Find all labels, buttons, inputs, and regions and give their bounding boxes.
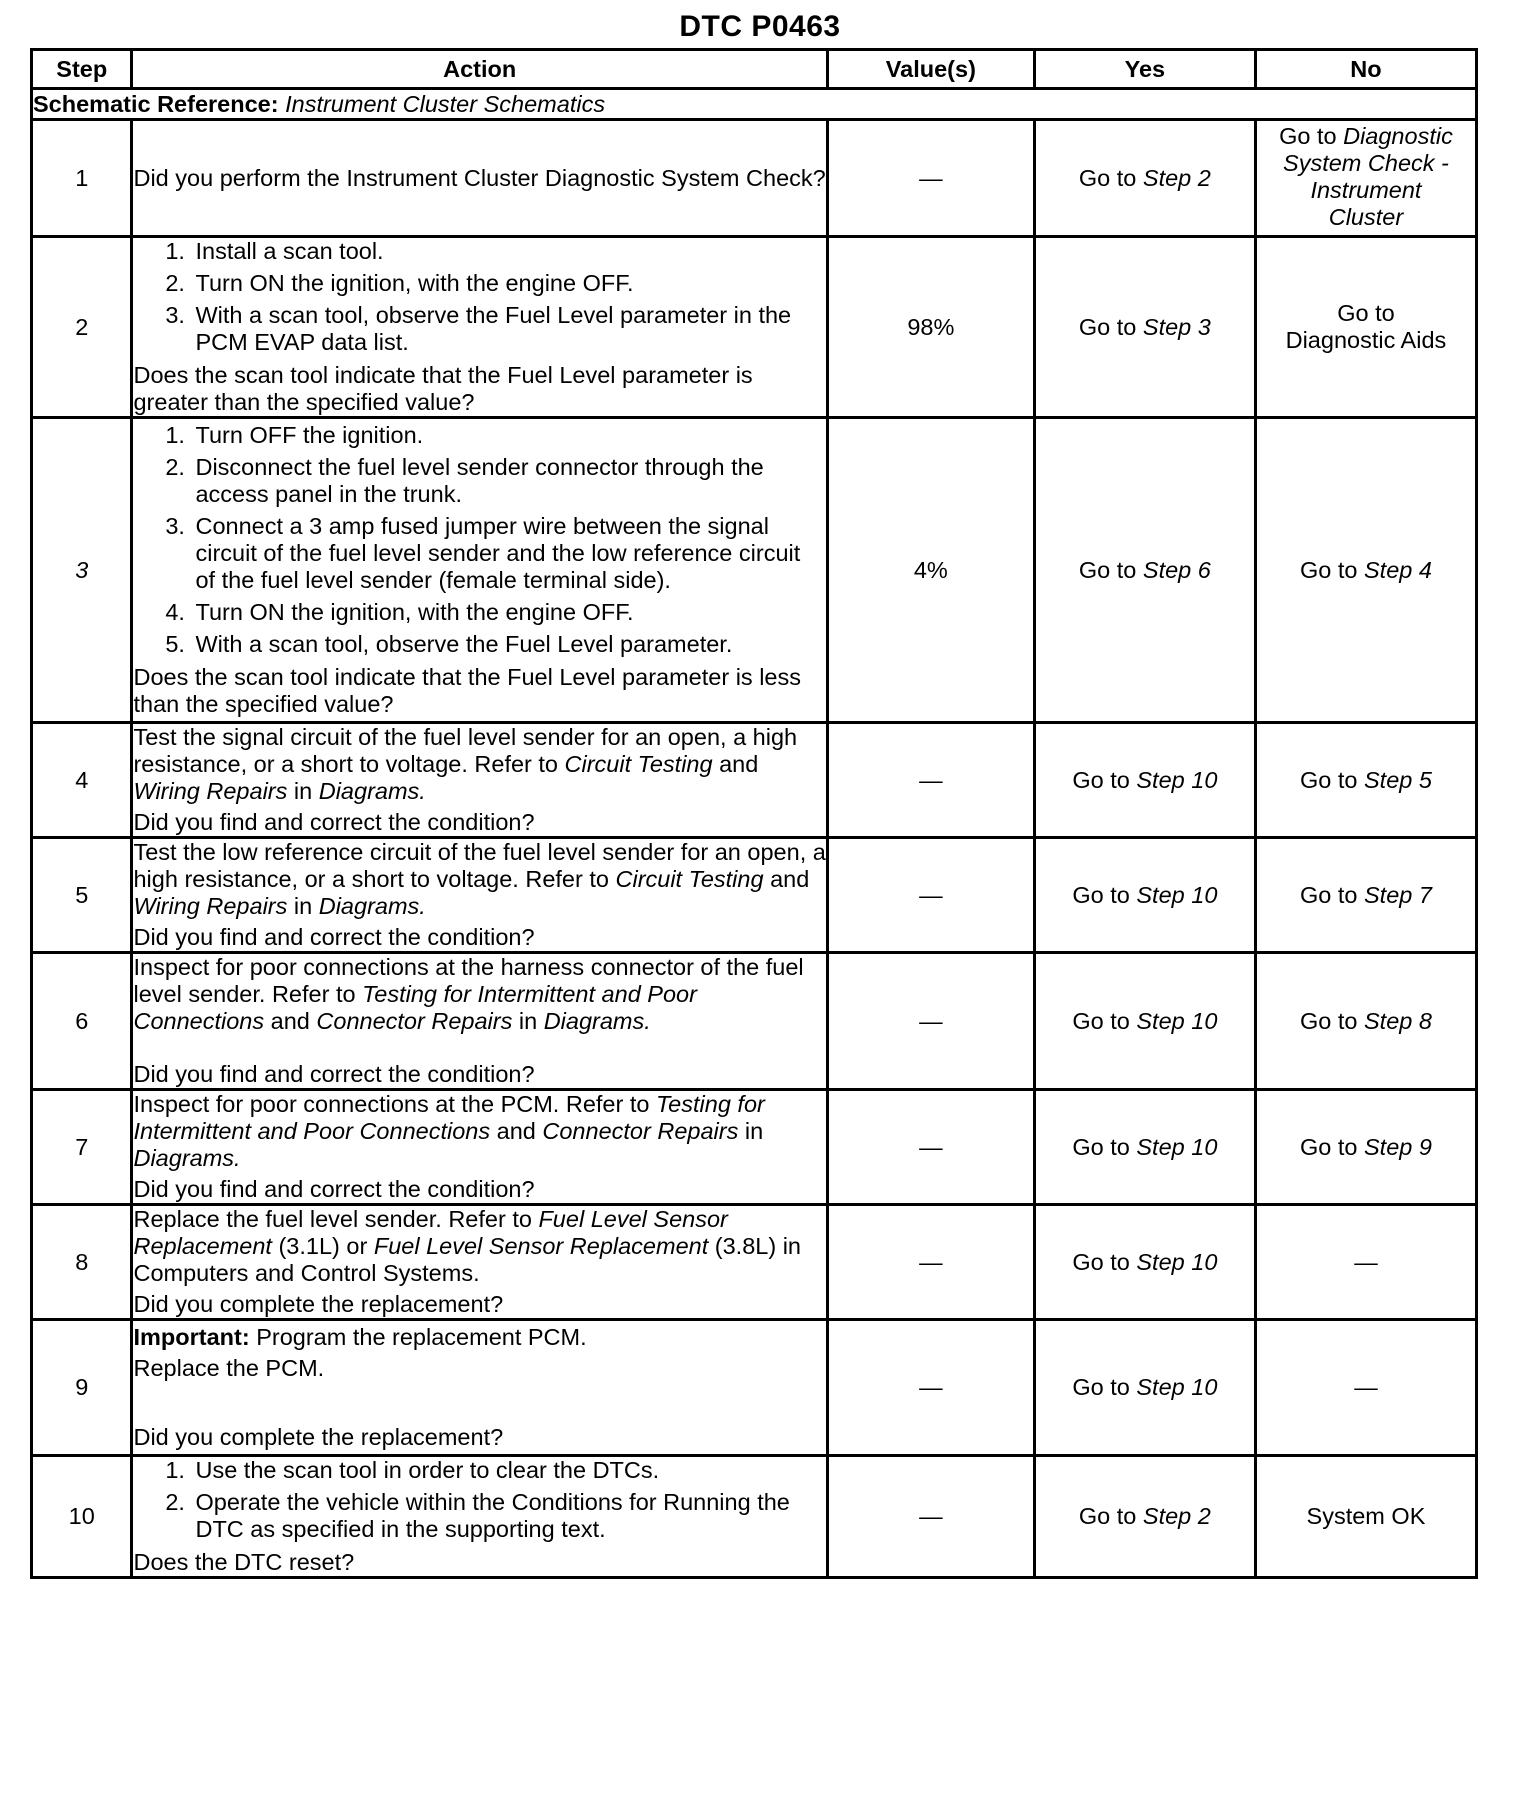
step-link[interactable]: Step 7	[1363, 881, 1432, 908]
diagnostic-link-line[interactable]: Diagnostic	[1343, 123, 1453, 149]
step-link[interactable]: Step 10	[1136, 881, 1218, 908]
reference-link[interactable]: Fuel Level Sensor Replacement	[133, 1206, 728, 1259]
reference-link[interactable]: Fuel Level Sensor Replacement	[373, 1233, 709, 1259]
reference-link[interactable]: Diagrams.	[318, 893, 426, 919]
list-item: 2. Turn ON the ignition, with the engine OFF.	[191, 270, 825, 297]
header-step: Step	[32, 50, 132, 89]
action-question: Did you find and correct the condition?	[133, 809, 535, 835]
action-question: Did you find and correct the condition?	[133, 1061, 535, 1087]
step-number: 4	[32, 723, 132, 838]
action-cell	[132, 418, 827, 723]
reference-link[interactable]: Circuit Testing	[564, 751, 713, 777]
reference-link[interactable]: Diagrams.	[543, 1008, 651, 1034]
header-yes: Yes	[1034, 50, 1255, 89]
go-to-label: Go to	[1299, 766, 1358, 793]
action-cell	[132, 237, 827, 418]
action-question: Does the scan tool indicate that the Fuel Level parameter is less than the specified value?	[133, 664, 801, 717]
table-row	[32, 120, 1477, 237]
value-cell: —	[827, 120, 1034, 237]
list-item: 3. Connect a 3 amp fused jumper wire between the signal circuit of the fuel level sender and the low reference circuit of the fuel level sender (female terminal side).	[191, 513, 825, 594]
action-cell	[132, 1320, 827, 1456]
go-to-label: Go to	[1072, 766, 1130, 793]
table-row	[32, 1456, 1477, 1578]
go-to-label: Go to	[1078, 164, 1137, 191]
action-list	[133, 422, 825, 658]
step-link[interactable]: Step 10	[1136, 1007, 1218, 1034]
go-to-label: Go to	[1299, 881, 1358, 908]
yes-cell[interactable]	[1034, 1090, 1255, 1205]
reference-link[interactable]: Diagrams.	[133, 1145, 241, 1171]
go-to-label: Go to	[1072, 1007, 1130, 1034]
table-row	[32, 1090, 1477, 1205]
yes-cell[interactable]	[1034, 1320, 1255, 1456]
no-cell: System OK	[1255, 1456, 1476, 1578]
action-text: Replace the PCM.	[133, 1355, 325, 1381]
action-question: Does the DTC reset?	[133, 1549, 355, 1575]
reference-link[interactable]: Testing for Intermittent and Poor Connections	[133, 1091, 765, 1144]
value-cell: —	[827, 1090, 1034, 1205]
step-number: 6	[32, 953, 132, 1090]
action-text-part: Test the signal circuit of the fuel level sender for an open, a high resistance, or a short to voltage. Refer to	[133, 724, 798, 777]
go-to-label: Go to	[1299, 556, 1358, 583]
action-cell	[132, 120, 827, 237]
reference-link[interactable]: Testing for Intermittent and Poor Connections	[133, 981, 697, 1034]
list-item: 1. Use the scan tool in order to clear the DTCs.	[191, 1457, 825, 1484]
value-cell: —	[827, 723, 1034, 838]
step-number: 3	[32, 418, 132, 723]
step-link[interactable]: Step 4	[1363, 556, 1432, 583]
yes-cell[interactable]	[1034, 723, 1255, 838]
step-link[interactable]: Step 6	[1142, 556, 1211, 583]
list-item: 1. Turn OFF the ignition.	[191, 422, 825, 449]
action-question: Did you complete the replacement?	[133, 1424, 504, 1450]
no-cell[interactable]	[1255, 953, 1476, 1090]
action-text	[133, 1091, 825, 1172]
value-cell: —	[827, 838, 1034, 953]
diagnostic-link-line[interactable]: System Check -	[1283, 150, 1449, 176]
no-cell[interactable]	[1255, 1090, 1476, 1205]
go-to-label: Go to	[1072, 881, 1130, 908]
step-link[interactable]: Step 2	[1142, 1503, 1211, 1529]
reference-link[interactable]: Circuit Testing	[615, 866, 764, 892]
value-cell: 4%	[827, 418, 1034, 723]
yes-cell[interactable]	[1034, 418, 1255, 723]
step-link[interactable]: Step 10	[1136, 1248, 1218, 1275]
no-cell[interactable]	[1255, 418, 1476, 723]
action-cell	[132, 723, 827, 838]
step-number: 1	[32, 120, 132, 237]
table-row	[32, 237, 1477, 418]
action-cell	[132, 953, 827, 1090]
action-list	[133, 1457, 825, 1543]
step-number: 7	[32, 1090, 132, 1205]
action-cell	[132, 838, 827, 953]
important-note	[133, 1324, 825, 1351]
go-to-label: Go to	[1072, 1133, 1130, 1160]
action-text-part: (3.1L) or	[278, 1233, 368, 1259]
action-list	[133, 238, 825, 356]
action-text	[133, 839, 825, 920]
action-text-part: in	[293, 778, 313, 804]
important-label: Important:	[133, 1324, 250, 1350]
step-link[interactable]: Step 10	[1136, 766, 1218, 793]
action-question: Did you find and correct the condition?	[133, 924, 535, 950]
step-link[interactable]: Step 2	[1142, 164, 1211, 191]
yes-cell[interactable]	[1034, 120, 1255, 237]
go-to-label: Go to	[1299, 1007, 1358, 1034]
action-text-part: in	[293, 893, 313, 919]
reference-link[interactable]: Wiring Repairs	[133, 893, 288, 919]
go-to-label: Go to	[1072, 1248, 1130, 1275]
step-number: 5	[32, 838, 132, 953]
go-to-label: Go to	[1078, 556, 1137, 583]
no-cell[interactable]	[1255, 723, 1476, 838]
step-number: 10	[32, 1456, 132, 1578]
list-item: 2. Operate the vehicle within the Conditions for Running the DTC as specified in the supporting text.	[191, 1489, 825, 1543]
yes-cell[interactable]	[1034, 237, 1255, 418]
yes-cell[interactable]	[1034, 953, 1255, 1090]
action-text-part: Inspect for poor connections at the harness connector of the fuel level sender. Refer to	[133, 954, 804, 1007]
go-to-label: Go to	[1279, 123, 1337, 149]
reference-link[interactable]: Connector Repairs	[542, 1118, 739, 1144]
value-cell: —	[827, 1320, 1034, 1456]
reference-link[interactable]: Wiring Repairs	[133, 778, 288, 804]
diagnostic-link-line[interactable]: Cluster	[1328, 204, 1404, 230]
action-text-part: and	[719, 751, 759, 777]
action-text-part: (3.8L) in Computers and Control Systems.	[133, 1233, 801, 1286]
diagnostic-aids-link[interactable]: Diagnostic Aids	[1285, 327, 1447, 353]
table-row	[32, 953, 1477, 1090]
schematic-label: Schematic Reference:	[33, 90, 279, 117]
list-item: 5. With a scan tool, observe the Fuel Level parameter.	[191, 631, 825, 658]
action-text-part: Test the low reference circuit of the fuel level sender for an open, a high resistance, or a short to voltage. Refer to	[133, 839, 826, 892]
yes-cell[interactable]	[1034, 1205, 1255, 1320]
step-link[interactable]: Step 10	[1136, 1374, 1218, 1400]
reference-link[interactable]: Connector Repairs	[316, 1008, 513, 1034]
list-item: 3. With a scan tool, observe the Fuel Level parameter in the PCM EVAP data list.	[191, 302, 825, 356]
header-row	[32, 50, 1477, 89]
important-text: Program the replacement PCM.	[256, 1324, 587, 1350]
step-link[interactable]: Step 8	[1363, 1007, 1432, 1034]
header-value: Value(s)	[827, 50, 1034, 89]
header-no: No	[1255, 50, 1476, 89]
action-cell	[132, 1205, 827, 1320]
go-to-label: Go to	[1078, 1503, 1137, 1529]
action-text-part: and	[770, 866, 810, 892]
action-text-part: in	[744, 1118, 764, 1144]
list-item: 1. Install a scan tool.	[191, 238, 825, 265]
no-cell[interactable]	[1255, 120, 1476, 237]
step-number: 2	[32, 237, 132, 418]
yes-cell[interactable]	[1034, 838, 1255, 953]
diagnostic-link-line[interactable]: Instrument	[1310, 177, 1422, 203]
reference-link[interactable]: Diagrams.	[318, 778, 426, 804]
page-title: DTC P0463	[679, 10, 841, 43]
action-question: Did you find and correct the condition?	[133, 1176, 535, 1202]
table-row	[32, 838, 1477, 953]
schematic-reference-row	[32, 89, 1477, 120]
table-row	[32, 1205, 1477, 1320]
go-to-label: Go to	[1299, 1133, 1358, 1160]
diagnostic-table	[30, 48, 1478, 1579]
step-number: 9	[32, 1320, 132, 1456]
table-row	[32, 418, 1477, 723]
yes-cell[interactable]	[1034, 1456, 1255, 1578]
no-cell[interactable]	[1255, 237, 1476, 418]
step-link[interactable]: Step 3	[1142, 313, 1211, 340]
no-cell: —	[1255, 1205, 1476, 1320]
action-text-part: and	[496, 1118, 536, 1144]
action-text: Did you perform the Instrument Cluster Diagnostic System Check?	[133, 164, 826, 191]
no-cell[interactable]	[1255, 838, 1476, 953]
header-action: Action	[132, 50, 827, 89]
table-row	[32, 1320, 1477, 1456]
step-link[interactable]: Step 5	[1363, 766, 1432, 793]
value-cell: —	[827, 1205, 1034, 1320]
action-text	[133, 724, 825, 805]
step-link[interactable]: Step 9	[1363, 1133, 1432, 1160]
action-cell	[132, 1456, 827, 1578]
schematic-link[interactable]: Instrument Cluster Schematics	[285, 90, 606, 117]
table-row	[32, 723, 1477, 838]
list-item: 4. Turn ON the ignition, with the engine OFF.	[191, 599, 825, 626]
action-text-part: in	[518, 1008, 538, 1034]
step-number: 8	[32, 1205, 132, 1320]
action-text	[133, 954, 825, 1035]
value-cell: —	[827, 953, 1034, 1090]
list-item: 2. Disconnect the fuel level sender connector through the access panel in the trunk.	[191, 454, 825, 508]
action-text-part: and	[270, 1008, 310, 1034]
value-cell: —	[827, 1456, 1034, 1578]
go-to-label: Go to	[1078, 313, 1137, 340]
schematic-reference	[32, 89, 1477, 120]
action-text	[133, 1206, 825, 1287]
step-link[interactable]: Step 10	[1136, 1133, 1218, 1160]
go-to-label: Go to	[1337, 300, 1395, 326]
action-cell	[132, 1090, 827, 1205]
action-question: Does the scan tool indicate that the Fuel Level parameter is greater than the specified value?	[133, 362, 753, 415]
no-cell: —	[1255, 1320, 1476, 1456]
action-text-part: Inspect for poor connections at the PCM. Refer to	[133, 1091, 650, 1117]
go-to-label: Go to	[1072, 1374, 1130, 1400]
value-cell: 98%	[827, 237, 1034, 418]
action-question: Did you complete the replacement?	[133, 1291, 504, 1317]
action-text-part: Replace the fuel level sender. Refer to	[133, 1206, 532, 1232]
